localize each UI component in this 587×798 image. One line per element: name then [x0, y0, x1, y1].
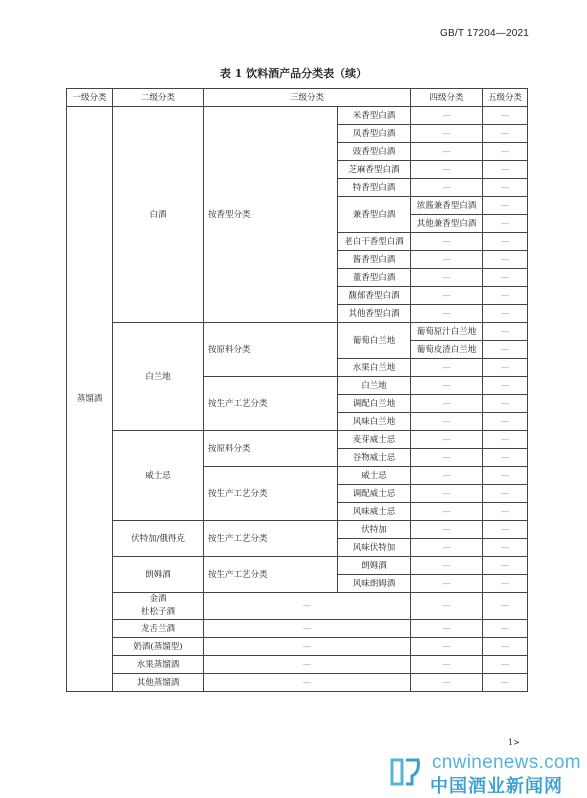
dash-cell: — — [411, 305, 483, 323]
dash-cell: — — [483, 521, 528, 539]
rum-type: 朗姆酒 — [338, 557, 411, 575]
vodka-cell: 伏特加/俄得克 — [113, 521, 204, 557]
dash-cell: — — [411, 431, 483, 449]
header-row — [67, 89, 528, 107]
dash-cell: — — [204, 674, 411, 692]
brandy-grape: 葡萄白兰地 — [338, 323, 411, 359]
baijiu-type: 酱香型白酒 — [338, 251, 411, 269]
dash-cell: — — [483, 449, 528, 467]
other-spirit: 奶酒(蒸馏型) — [113, 638, 204, 656]
baijiu-type: 芝麻香型白酒 — [338, 161, 411, 179]
whisky-by-process: 按生产工艺分类 — [204, 467, 338, 521]
whisky-by-material: 按原料分类 — [204, 431, 338, 467]
table-row — [67, 638, 528, 656]
baijiu-type: 馥郁香型白酒 — [338, 287, 411, 305]
dash-cell: — — [483, 287, 528, 305]
dash-cell: — — [204, 638, 411, 656]
gin-cell — [113, 593, 204, 620]
dash-cell: — — [411, 269, 483, 287]
table-row — [67, 521, 528, 539]
watermark-url: cnwinenews.com — [432, 752, 581, 773]
gin-alt-label: 杜松子酒 — [140, 607, 175, 617]
table-row — [67, 557, 528, 575]
dash-cell: — — [483, 395, 528, 413]
dash-cell: — — [411, 539, 483, 557]
dash-cell: — — [483, 341, 528, 359]
wine-glass-logo-icon — [388, 754, 424, 790]
dash-cell: — — [411, 179, 483, 197]
dash-cell: — — [411, 674, 483, 692]
rum-type: 风味朗姆酒 — [338, 575, 411, 593]
table-title: 表 1 饮料酒产品分类表（续） — [219, 67, 368, 80]
standard-code: GB/T 17204—2021 — [440, 28, 529, 39]
dash-cell: — — [411, 593, 483, 620]
dash-cell: — — [411, 251, 483, 269]
dash-cell: — — [411, 575, 483, 593]
dash-cell: — — [483, 251, 528, 269]
dash-cell: — — [483, 323, 528, 341]
col-header-level2: 二级分类 — [113, 89, 204, 107]
watermark — [388, 750, 587, 797]
dash-cell: — — [411, 395, 483, 413]
dash-cell: — — [411, 107, 483, 125]
baijiu-type: 豉香型白酒 — [338, 143, 411, 161]
dash-cell: — — [483, 575, 528, 593]
dash-cell: — — [483, 377, 528, 395]
vodka-type: 风味伏特加 — [338, 539, 411, 557]
dash-cell: — — [411, 161, 483, 179]
dash-cell: — — [411, 638, 483, 656]
dash-cell: — — [483, 179, 528, 197]
rum-cell: 朗姆酒 — [113, 557, 204, 593]
brandy-grape-sub: 葡萄原汁白兰地 — [411, 323, 483, 341]
dash-cell: — — [411, 521, 483, 539]
brandy-cell: 白兰地 — [113, 323, 204, 431]
dash-cell: — — [483, 656, 528, 674]
dash-cell: — — [483, 305, 528, 323]
dash-cell: — — [483, 557, 528, 575]
rum-method: 按生产工艺分类 — [204, 557, 338, 593]
brandy-process-type: 调配白兰地 — [338, 395, 411, 413]
dash-cell: — — [411, 359, 483, 377]
table-row — [67, 620, 528, 638]
baijiu-cell: 白酒 — [113, 107, 204, 323]
baijiu-type: 老白干香型白酒 — [338, 233, 411, 251]
jianxiang-sub: 浓酱兼香型白酒 — [411, 197, 483, 215]
vodka-type: 伏特加 — [338, 521, 411, 539]
dash-cell: — — [483, 197, 528, 215]
brandy-process-type: 白兰地 — [338, 377, 411, 395]
baijiu-type: 特香型白酒 — [338, 179, 411, 197]
dash-cell: — — [483, 359, 528, 377]
dash-cell: — — [483, 620, 528, 638]
dash-cell: — — [411, 233, 483, 251]
dash-cell: — — [483, 215, 528, 233]
brandy-by-process: 按生产工艺分类 — [204, 377, 338, 431]
table-row — [67, 674, 528, 692]
dash-cell: — — [204, 593, 411, 620]
table-row — [67, 323, 528, 341]
dash-cell: — — [411, 485, 483, 503]
dash-cell: — — [483, 539, 528, 557]
page-number: 1> — [508, 738, 520, 747]
dash-cell: — — [411, 143, 483, 161]
dash-cell: — — [411, 287, 483, 305]
dash-cell: — — [411, 557, 483, 575]
whisky-process-type: 威士忌 — [338, 467, 411, 485]
table-row — [67, 656, 528, 674]
other-spirit: 水果蒸馏酒 — [113, 656, 204, 674]
dash-cell: — — [483, 269, 528, 287]
dash-cell: — — [483, 233, 528, 251]
dash-cell: — — [411, 503, 483, 521]
dash-cell: — — [483, 161, 528, 179]
dash-cell: — — [411, 656, 483, 674]
dash-cell: — — [411, 413, 483, 431]
brandy-by-material: 按原料分类 — [204, 323, 338, 377]
brandy-fruit: 水果白兰地 — [338, 359, 411, 377]
classification-table — [66, 88, 528, 692]
table-row — [67, 431, 528, 449]
dash-cell: — — [483, 674, 528, 692]
whisky-material-type: 谷物威士忌 — [338, 449, 411, 467]
brandy-process-type: 风味白兰地 — [338, 413, 411, 431]
dash-cell: — — [483, 431, 528, 449]
dash-cell: — — [411, 377, 483, 395]
dash-cell: — — [204, 656, 411, 674]
level1-cell: 蒸馏酒 — [67, 107, 113, 692]
dash-cell: — — [483, 467, 528, 485]
dash-cell: — — [483, 485, 528, 503]
other-spirit: 其他蒸馏酒 — [113, 674, 204, 692]
dash-cell: — — [483, 107, 528, 125]
other-spirit: 龙舌兰酒 — [113, 620, 204, 638]
watermark-site-name: 中国酒业新闻网 — [430, 776, 563, 797]
dash-cell: — — [483, 503, 528, 521]
dash-cell: — — [411, 449, 483, 467]
whisky-process-type: 调配威士忌 — [338, 485, 411, 503]
col-header-level5: 五级分类 — [483, 89, 528, 107]
vodka-method: 按生产工艺分类 — [204, 521, 338, 557]
table-row — [67, 107, 528, 125]
brandy-grape-sub: 葡萄皮渣白兰地 — [411, 341, 483, 359]
dash-cell: — — [483, 125, 528, 143]
dash-cell: — — [483, 413, 528, 431]
dash-cell: — — [204, 620, 411, 638]
dash-cell: — — [411, 125, 483, 143]
whisky-cell: 威士忌 — [113, 431, 204, 521]
whisky-process-type: 风味威士忌 — [338, 503, 411, 521]
baijiu-type: 米香型白酒 — [338, 107, 411, 125]
baijiu-type: 凤香型白酒 — [338, 125, 411, 143]
dash-cell: — — [483, 638, 528, 656]
baijiu-type: 董香型白酒 — [338, 269, 411, 287]
jianxiang-sub: 其他兼香型白酒 — [411, 215, 483, 233]
gin-label: 金酒 — [149, 594, 167, 604]
dash-cell: — — [483, 143, 528, 161]
baijiu-type: 兼香型白酒 — [338, 197, 411, 233]
baijiu-type: 其他香型白酒 — [338, 305, 411, 323]
col-header-level4: 四级分类 — [411, 89, 483, 107]
col-header-level3: 三级分类 — [204, 89, 411, 107]
dash-cell: — — [483, 593, 528, 620]
whisky-material-type: 麦芽威士忌 — [338, 431, 411, 449]
baijiu-method-cell: 按香型分类 — [204, 107, 338, 323]
dash-cell: — — [411, 620, 483, 638]
dash-cell: — — [411, 467, 483, 485]
col-header-level1: 一级分类 — [67, 89, 113, 107]
